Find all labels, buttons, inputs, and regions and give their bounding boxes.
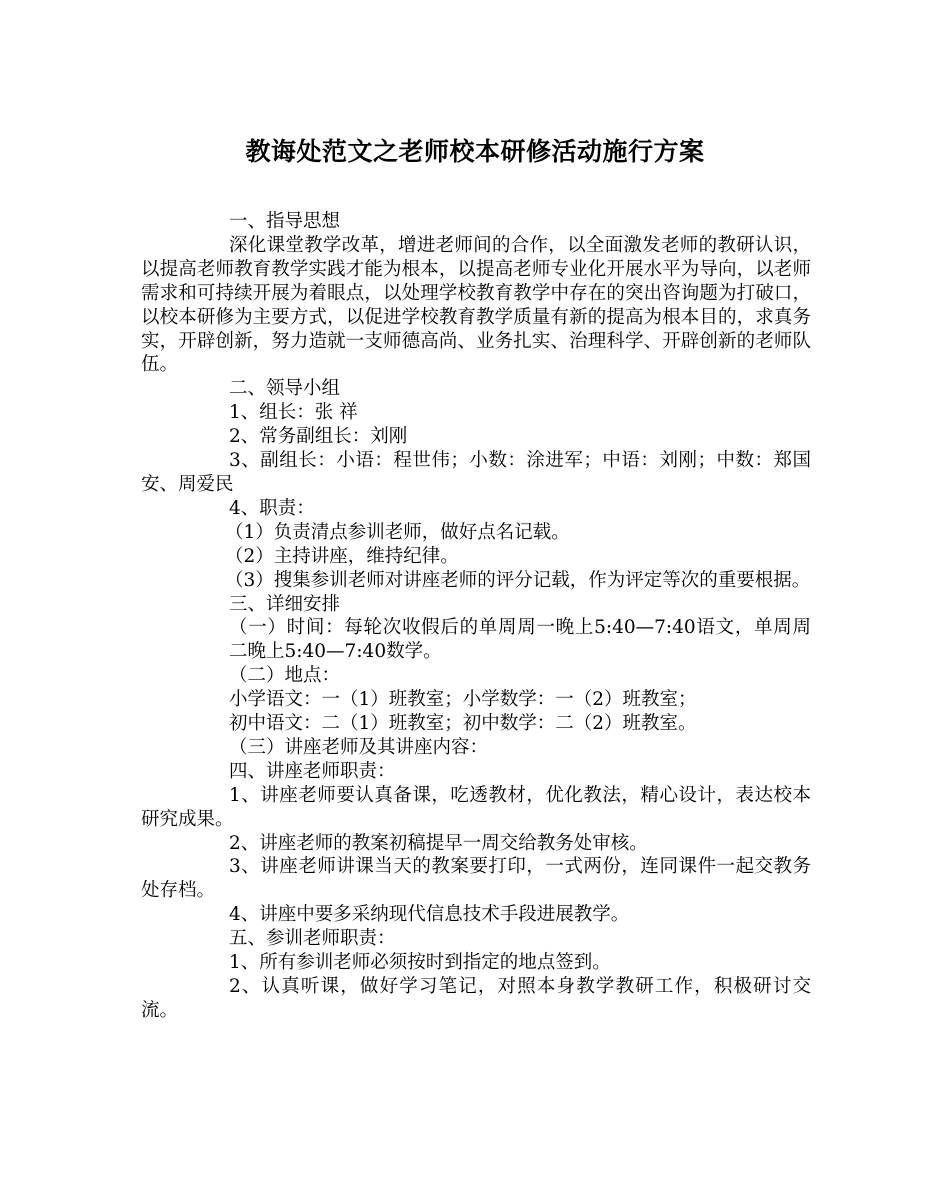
list-item: 1、讲座老师要认真备课，吃透教材，优化教法，精心设计，表达校本研究成果。 xyxy=(141,784,811,830)
list-item: 2、认真听课，做好学习笔记，对照本身教学教研工作，积极研讨交流。 xyxy=(141,976,811,1021)
list-item: （三）讲座老师及其讲座内容： xyxy=(229,736,489,758)
list-item: 3、讲座老师讲课当天的教案要打印，一式两份，连同课件一起交教务处存档。 xyxy=(141,856,811,902)
list-item: （3）搜集参训老师对讲座老师的评分记载，作为评定等次的重要根据。 xyxy=(225,569,811,591)
list-item: 初中语文：二（1）班教室；初中数学：二（2）班教室。 xyxy=(229,713,697,735)
list-item: 2、常务副组长：刘刚 xyxy=(229,426,408,448)
list-item: 2、讲座老师的教案初稿提早一周交给教务处审核。 xyxy=(229,832,648,854)
document-body xyxy=(141,210,811,1023)
list-item: （1）负责清点参训老师，做好点名记载。 xyxy=(225,521,570,543)
list-item: 4、讲座中要多采纳现代信息技术手段进展教学。 xyxy=(229,904,630,926)
paragraph: 深化课堂教学改革，增进老师间的合作，以全面激发老师的教研认识，以提高老师教育教学实践才能为根本，以提高老师专业化开展水平为导向，以老师需求和可持续开展为着眼点，以处理学校教育教学中存在的突出咨询题为打破口，以校本研修为主要方式，以促进学校教育教学质量有新的提高为根本目的，求真务实，开辟创新，努力造就一支师德高尚、业务扎实、治理科学、开辟创新的老师队伍。 xyxy=(141,234,811,376)
list-item: （2）主持讲座，维持纪律。 xyxy=(225,545,459,567)
section-heading: 一、指导思想 xyxy=(229,211,341,232)
list-item: （一）时间：每轮次收假后的单周周一晚上5:40—7:40语文，单周周二晚上5:40—7:40数学。 xyxy=(229,617,811,663)
section-heading: 二、领导小组 xyxy=(229,378,341,400)
list-item: 3、副组长：小语：程世伟；小数：涂进军；中语：刘刚；中数：郑国安、周爱民 xyxy=(141,450,811,495)
list-item: 4、职责： xyxy=(229,497,315,519)
list-item: （二）地点： xyxy=(229,665,341,687)
document-title: 教诲处范文之老师校本研修活动施行方案 xyxy=(245,137,705,166)
section-heading: 三、详细安排 xyxy=(229,593,341,615)
section-heading: 五、参训老师职责： xyxy=(229,928,396,950)
list-item: 1、所有参训老师必须按时到指定的地点签到。 xyxy=(229,952,611,974)
section-heading: 四、讲座老师职责： xyxy=(229,760,396,782)
list-item: 1、组长：张 祥 xyxy=(229,402,358,424)
list-item: 小学语文：一（1）班教室；小学数学：一（2）班教室； xyxy=(229,689,697,711)
